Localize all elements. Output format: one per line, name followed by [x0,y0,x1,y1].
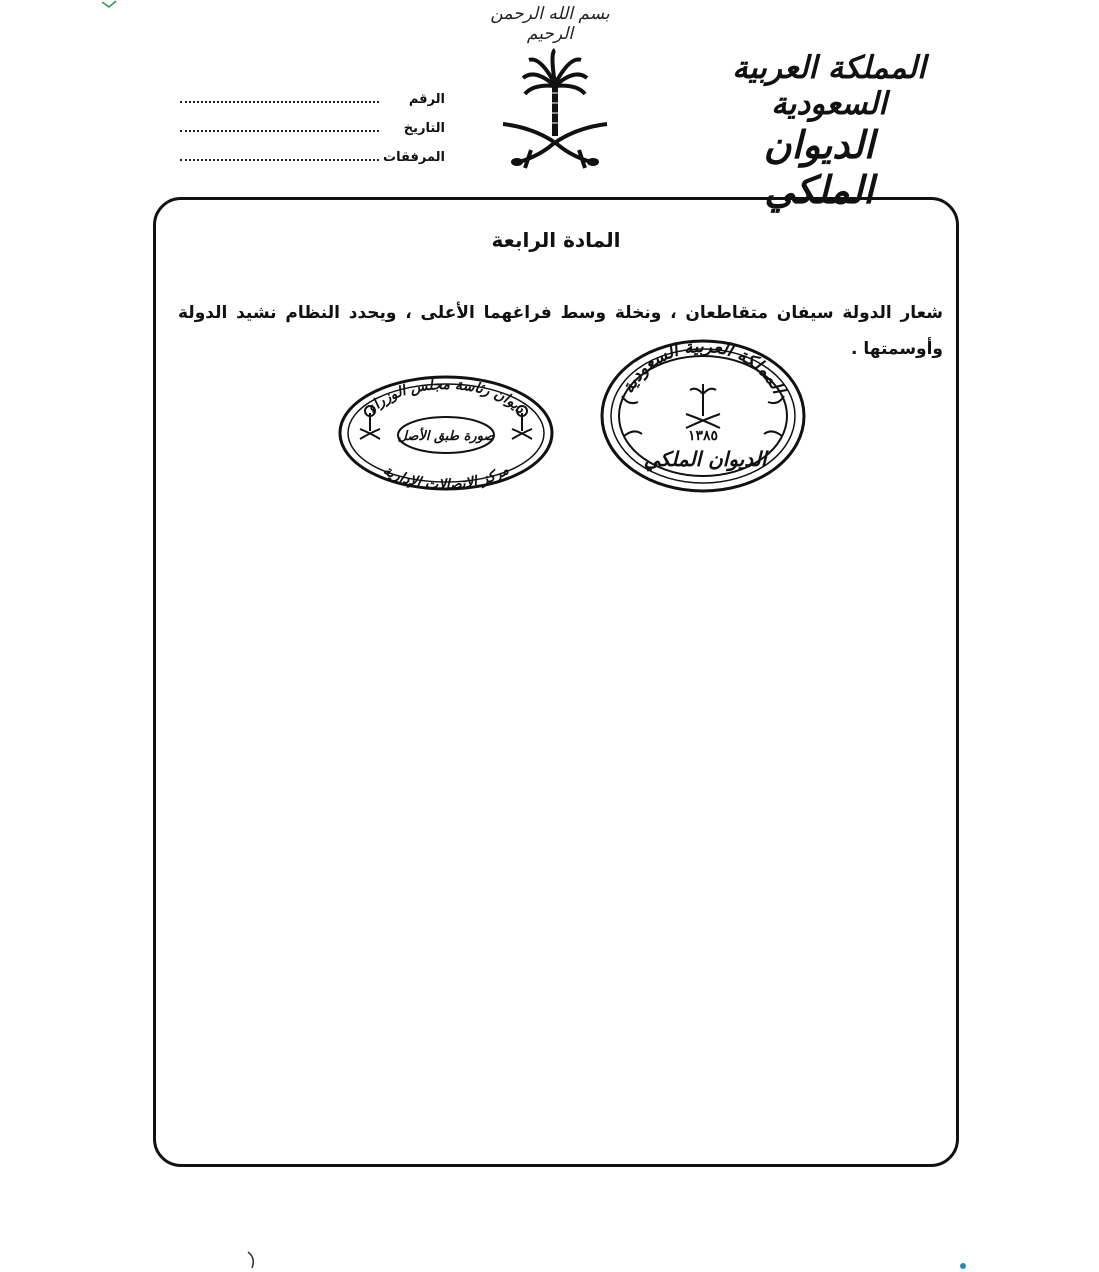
svg-text:مركز الاتصالات الإدارية [380,462,512,493]
reference-number-value [180,88,379,103]
scan-mark-icon [244,1250,260,1270]
reference-fields [180,88,445,175]
date-row [180,117,445,146]
article-body: شعار الدولة سيفان متقاطعان ، ونخلة وسط فراغهما الأعلى ، ويحدد النظام نشيد الدولة وأوسمتها . [178,303,943,359]
svg-text:ديوان رئاسة مجلس الوزراء [364,377,529,418]
royal-court-name: الديوان الملكي [763,122,875,212]
basmala: بسم الله الرحمن الرحيم [490,4,610,44]
royal-seal-top-text: المملكة العربية السعودية [618,336,788,397]
attachments-label: المرفقات [383,150,445,165]
reference-number-label: الرقم [408,92,445,107]
royal-seal-emblem-icon [686,384,720,428]
reference-number-row [180,88,445,117]
council-seal-top-text: ديوان رئاسة مجلس الوزراء [364,376,529,417]
council-of-ministers-seal [336,373,556,493]
royal-court-seal [598,336,808,496]
council-seal-center-text: صورة طبق الأصل [397,429,495,444]
date-label: التاريخ [403,121,445,136]
council-seal-bottom-text: مركز الاتصالات الإدارية [380,462,512,493]
attachments-value [180,146,379,161]
article-heading: المادة الرابعة [491,228,621,252]
scan-mark-green-icon [100,0,118,8]
royal-seal-year: ١٣٨٥ [687,428,719,444]
scan-dot-icon [960,1263,966,1269]
date-value [180,117,379,132]
palm-and-crossed-swords-emblem-icon [495,48,615,173]
royal-seal-bottom-text: الديوان الملكي [643,447,767,471]
attachments-row [180,146,445,175]
kingdom-name: المملكة العربية السعودية [732,50,926,122]
